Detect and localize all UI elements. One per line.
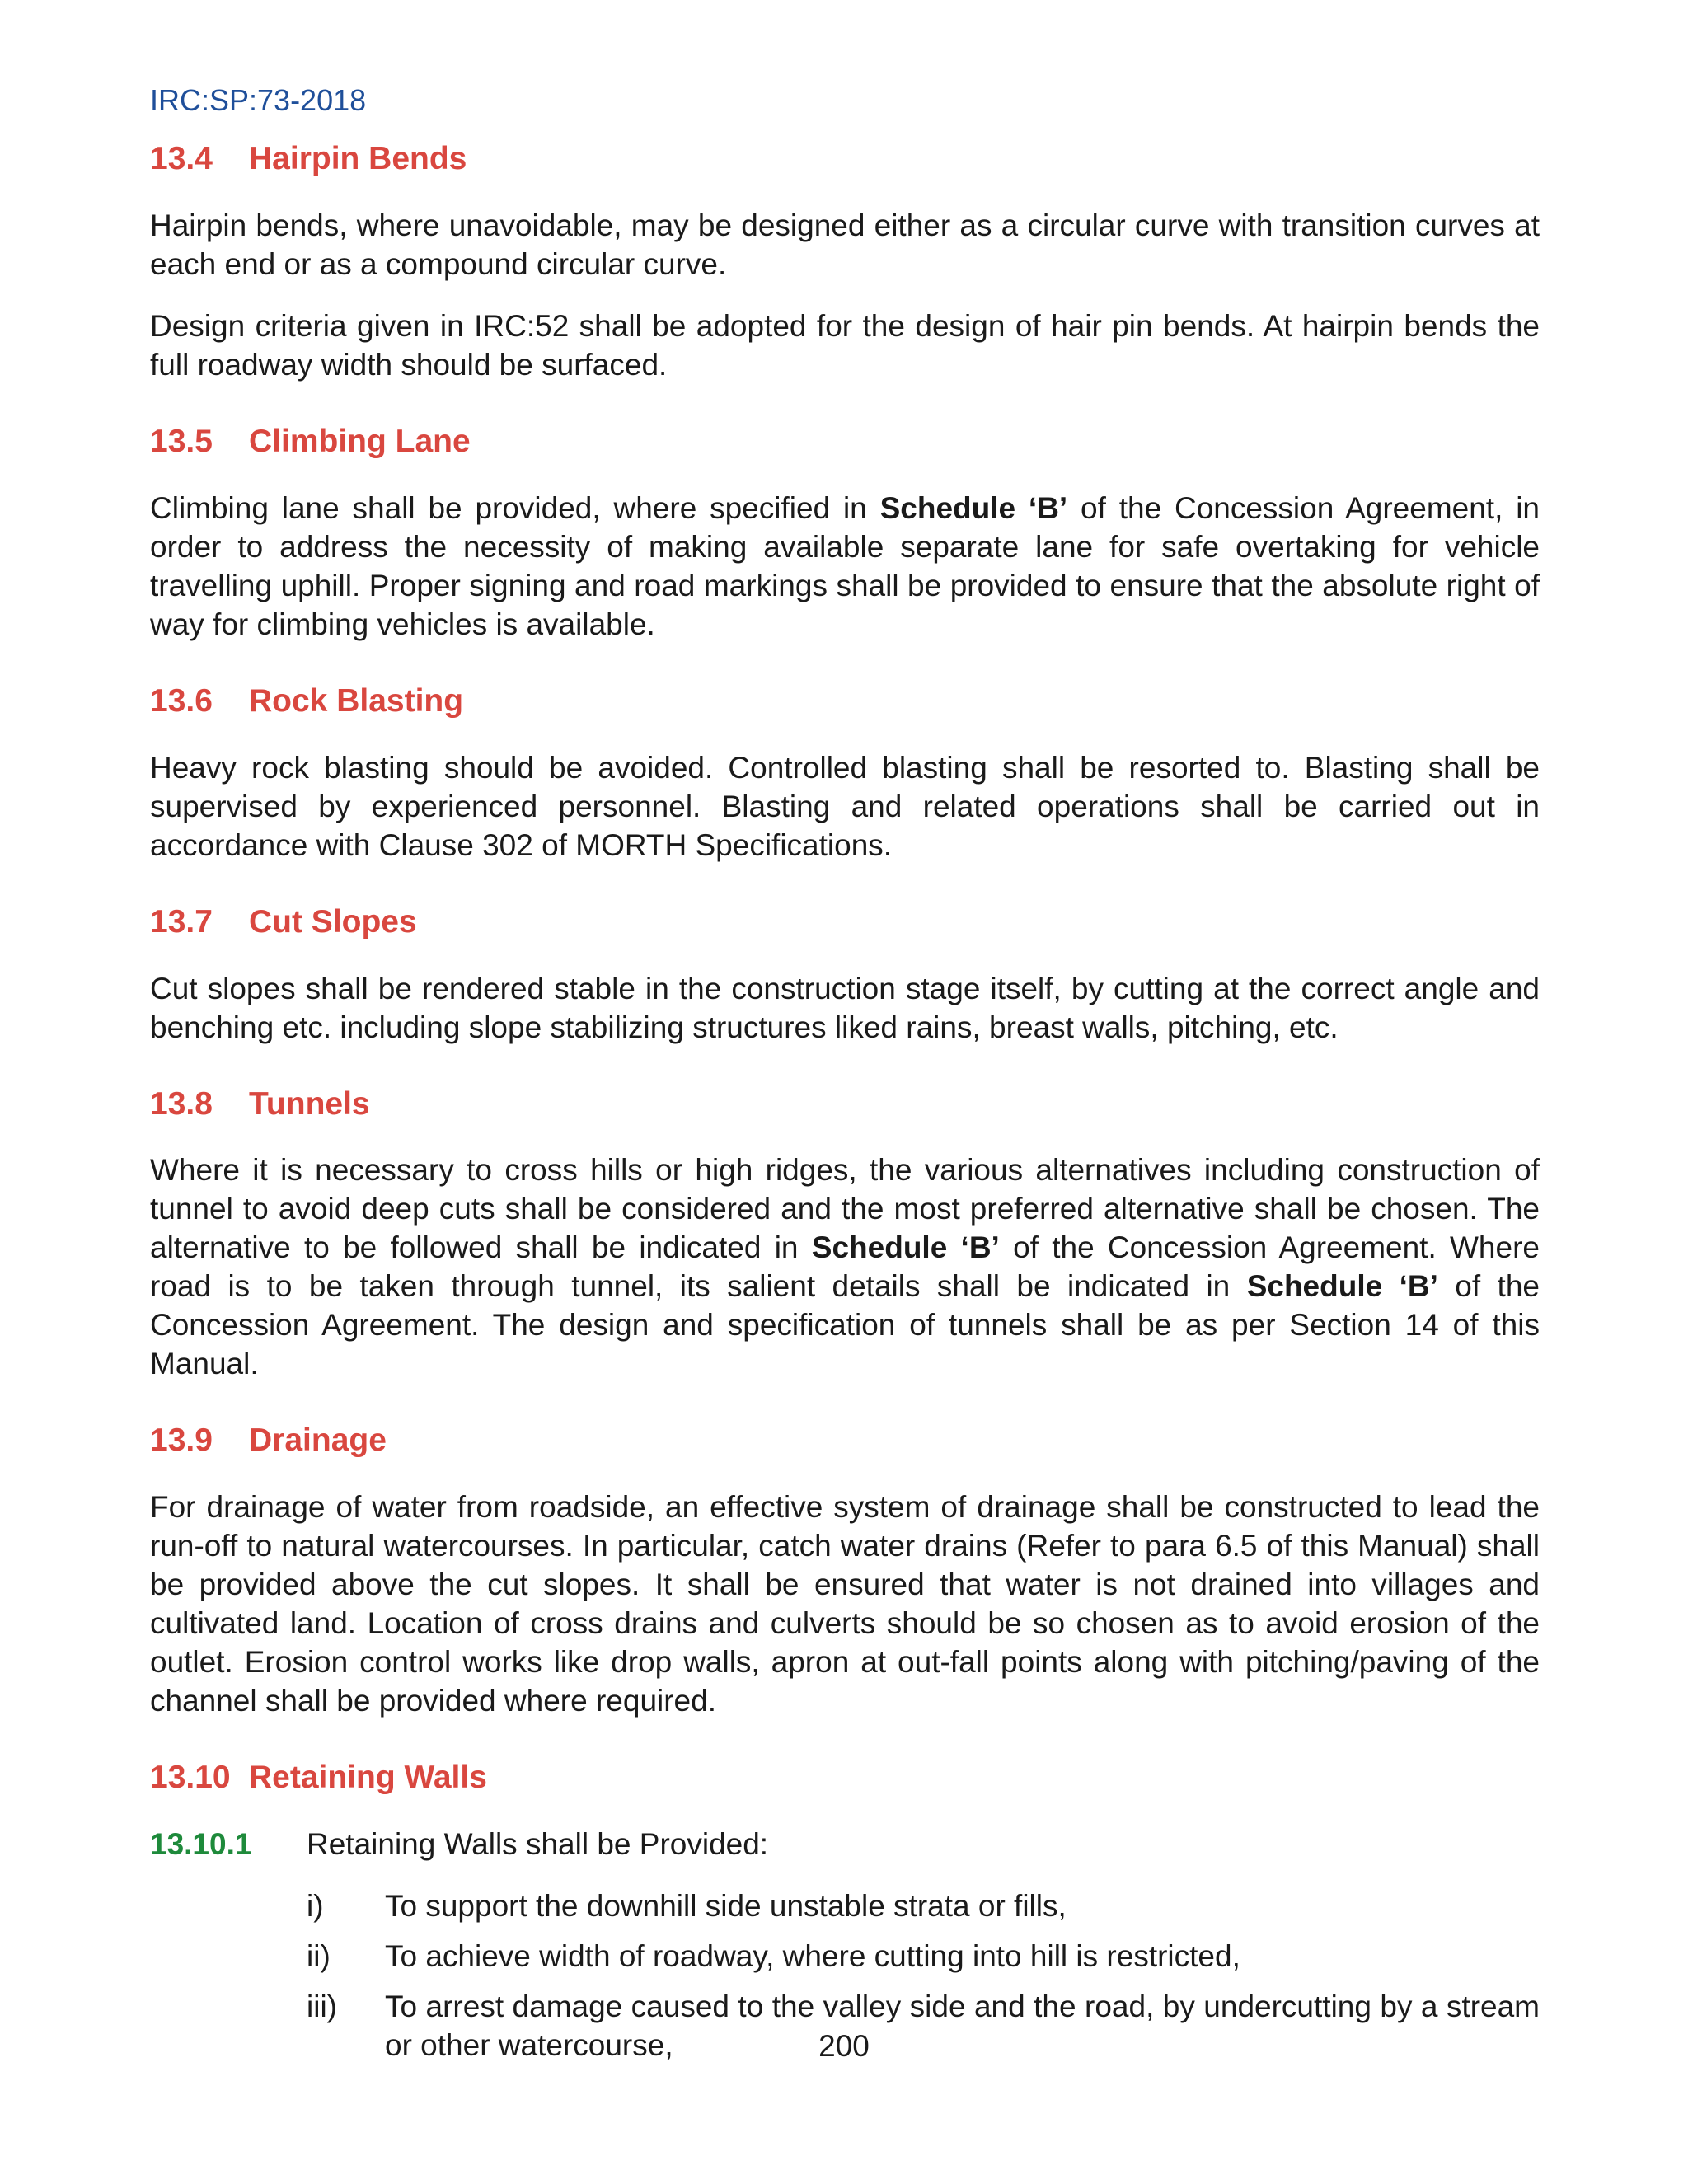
list-item: [307, 1886, 1540, 1925]
section-title: Rock Blasting: [249, 682, 464, 719]
section-title: Drainage: [249, 1422, 387, 1459]
text-run: Climbing lane shall be provided, where specified in: [150, 490, 880, 525]
schedule-reference: Schedule ‘B’: [811, 1230, 1000, 1265]
text-run: of the Concession Agreement. Where road is to be taken through tunnel, its salient details shall be indicated in: [150, 1230, 1540, 1304]
list-marker: i): [307, 1889, 324, 1924]
section-title: Climbing Lane: [249, 424, 471, 460]
section-title: Retaining Walls: [249, 1760, 487, 1796]
list-item-text: To achieve width of roadway, where cutting into hill is restricted,: [385, 1939, 1240, 1974]
section-heading: [150, 1422, 1540, 1460]
paragraph: Cut slopes shall be rendered stable in the construction stage itself, by cutting at the correct angle and benching etc. including slope stabilizing structures liked rains, breast walls, pitching, etc.: [150, 971, 1540, 1044]
text-run: Where it is necessary to cross hills or high ridges, the various alternatives including construction of tunnel to avoid deep cuts shall be considered and the most preferred alternative shall be chosen. The alternative to be followed shall be indicated in: [150, 1153, 1540, 1265]
section-heading: [150, 683, 1540, 720]
section-13-5: [150, 424, 1540, 644]
section-heading: [150, 904, 1540, 941]
paragraph: Hairpin bends, where unavoidable, may be designed either as a circular curve with transition curves at each end or as a compound circular curve.: [150, 209, 1540, 282]
document-code: IRC:SP:73-2018: [150, 83, 367, 117]
subsection-number: 13.10.1: [150, 1827, 252, 1862]
section-number: 13.10: [150, 1760, 231, 1796]
text-run: of the Concession Agreement, in order to address the necessity of making available separate lane for safe overtaking for vehicle travelling uphill. Proper signing and road markings shall be provided to ensure that the absolute right of way for climbing vehicles is available.: [150, 490, 1540, 641]
list-marker: ii): [307, 1939, 331, 1974]
section-13-6: [150, 683, 1540, 865]
section-number: 13.6: [150, 682, 213, 719]
document-page: [150, 82, 1540, 2104]
list-item: [307, 1937, 1540, 1975]
section-13-10: [150, 1760, 1540, 2064]
section-heading: [150, 424, 1540, 461]
section-title: Hairpin Bends: [249, 141, 467, 177]
page-number: 200: [818, 2029, 870, 2063]
list-item-text: To arrest damage caused to the valley side and the road, by undercutting by a stream or other watercourse,: [385, 1990, 1540, 2063]
section-number: 13.9: [150, 1422, 213, 1459]
subsection-13-10-1: [150, 1825, 1540, 1863]
section-number: 13.8: [150, 1085, 213, 1122]
section-13-4: [150, 141, 1540, 384]
section-heading: [150, 141, 1540, 178]
section-title: Cut Slopes: [249, 903, 417, 940]
paragraph: Heavy rock blasting should be avoided. Controlled blasting shall be resorted to. Blasting shall be supervised by experienced personnel. Blasting and related operations shall be carried out in accordance with Clause 302 of MORTH Specifications.: [150, 750, 1540, 862]
section-heading: [150, 1760, 1540, 1797]
paragraph: Design criteria given in IRC:52 shall be adopted for the design of hair pin bends. At hairpin bends the full roadway width should be surfaced.: [150, 309, 1540, 382]
section-title: Tunnels: [249, 1085, 370, 1122]
schedule-reference: Schedule ‘B’: [1246, 1269, 1438, 1304]
paragraph: [150, 1151, 1540, 1383]
paragraph: For drainage of water from roadside, an effective system of drainage shall be constructed to lead the run-off to natural watercourses. In particular, catch water drains (Refer to para 6.5 of this Manual) shall be provided above the cut slopes. It shall be ensured that water is not drained into villages and cultivated land. Location of cross drains and culverts should be so chosen as to avoid erosion of the outlet. Erosion control works like drop walls, apron at out-fall points along with pitching/paving of the channel shall be provided where required.: [150, 1490, 1540, 1718]
section-number: 13.5: [150, 424, 213, 460]
schedule-reference: Schedule ‘B’: [879, 490, 1068, 525]
list-marker: iii): [307, 1990, 337, 2024]
section-13-7: [150, 904, 1540, 1047]
section-13-8: [150, 1086, 1540, 1384]
section-13-9: [150, 1422, 1540, 1720]
text-run: of the Concession Agreement. The design and specification of tunnels shall be as per Section 14 of this Manual.: [150, 1269, 1540, 1381]
list-item-text: To support the downhill side unstable strata or fills,: [385, 1889, 1067, 1924]
section-number: 13.7: [150, 903, 213, 940]
subsection-text: Retaining Walls shall be Provided:: [307, 1827, 769, 1862]
section-number: 13.4: [150, 141, 213, 177]
paragraph: [150, 489, 1540, 644]
section-heading: [150, 1086, 1540, 1123]
